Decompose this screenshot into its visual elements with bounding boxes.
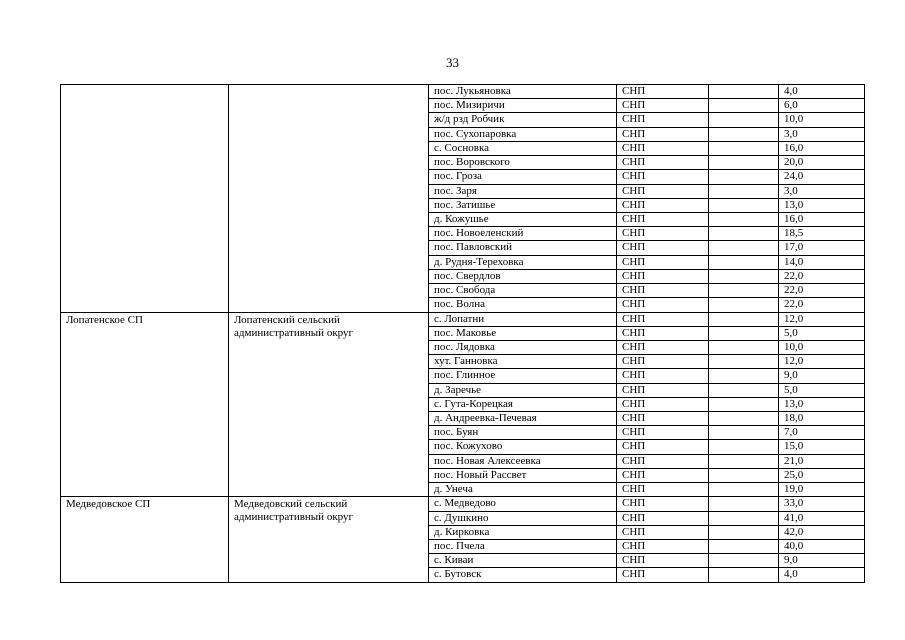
empty-cell [709,412,779,426]
type-cell: СНП [617,340,709,354]
place-cell: пос. Затишье [429,198,617,212]
district-cell: Лопатенский сельский административный округ [229,312,429,497]
empty-cell [709,568,779,582]
value-cell: 9,0 [779,554,865,568]
type-cell: СНП [617,184,709,198]
empty-cell [709,468,779,482]
type-cell: СНП [617,412,709,426]
place-cell: с. Сосновка [429,141,617,155]
type-cell: СНП [617,227,709,241]
type-cell: СНП [617,113,709,127]
type-cell: СНП [617,241,709,255]
empty-cell [709,269,779,283]
empty-cell [709,355,779,369]
value-cell: 41,0 [779,511,865,525]
empty-cell [709,397,779,411]
type-cell: СНП [617,269,709,283]
empty-cell [709,497,779,511]
type-cell: СНП [617,497,709,511]
empty-cell [709,99,779,113]
empty-cell [709,156,779,170]
type-cell: СНП [617,127,709,141]
empty-cell [709,170,779,184]
empty-cell [709,284,779,298]
place-cell: пос. Волна [429,298,617,312]
value-cell: 16,0 [779,212,865,226]
place-cell: пос. Новая Алексеевка [429,454,617,468]
type-cell: СНП [617,483,709,497]
type-cell: СНП [617,554,709,568]
empty-cell [709,440,779,454]
type-cell: СНП [617,525,709,539]
place-cell: пос. Маковье [429,326,617,340]
value-cell: 6,0 [779,99,865,113]
place-cell: пос. Заря [429,184,617,198]
place-cell: с. Гута-Корецкая [429,397,617,411]
empty-cell [709,525,779,539]
empty-cell [709,198,779,212]
place-cell: пос. Мизиричи [429,99,617,113]
type-cell: СНП [617,326,709,340]
table-body [61,85,865,583]
empty-cell [709,483,779,497]
value-cell: 22,0 [779,269,865,283]
place-cell: пос. Павловский [429,241,617,255]
type-cell: СНП [617,255,709,269]
place-cell: пос. Свобода [429,284,617,298]
place-cell: д. Унеча [429,483,617,497]
value-cell: 16,0 [779,141,865,155]
place-cell: пос. Свердлов [429,269,617,283]
empty-cell [709,85,779,99]
settlement-council-cell: Лопатенское СП [61,312,229,497]
empty-cell [709,540,779,554]
empty-cell [709,383,779,397]
place-cell: с. Киваи [429,554,617,568]
place-cell: пос. Буян [429,426,617,440]
place-cell: пос. Новоеленский [429,227,617,241]
settlement-council-cell [61,85,229,313]
type-cell: СНП [617,383,709,397]
value-cell: 12,0 [779,312,865,326]
empty-cell [709,554,779,568]
type-cell: СНП [617,141,709,155]
empty-cell [709,127,779,141]
value-cell: 10,0 [779,340,865,354]
district-cell [229,85,429,313]
type-cell: СНП [617,454,709,468]
type-cell: СНП [617,99,709,113]
place-cell: д. Рудня-Тереховка [429,255,617,269]
place-cell: д. Андреевка-Печевая [429,412,617,426]
place-cell: с. Душкино [429,511,617,525]
value-cell: 5,0 [779,326,865,340]
value-cell: 4,0 [779,85,865,99]
type-cell: СНП [617,212,709,226]
value-cell: 14,0 [779,255,865,269]
type-cell: СНП [617,440,709,454]
value-cell: 3,0 [779,127,865,141]
place-cell: пос. Глинное [429,369,617,383]
empty-cell [709,326,779,340]
type-cell: СНП [617,540,709,554]
settlements-table [60,84,865,583]
value-cell: 24,0 [779,170,865,184]
value-cell: 5,0 [779,383,865,397]
type-cell: СНП [617,511,709,525]
type-cell: СНП [617,568,709,582]
value-cell: 17,0 [779,241,865,255]
type-cell: СНП [617,426,709,440]
value-cell: 12,0 [779,355,865,369]
type-cell: СНП [617,198,709,212]
value-cell: 3,0 [779,184,865,198]
type-cell: СНП [617,298,709,312]
value-cell: 33,0 [779,497,865,511]
value-cell: 15,0 [779,440,865,454]
place-cell: д. Кожушье [429,212,617,226]
place-cell: ж/д рзд Робчик [429,113,617,127]
value-cell: 42,0 [779,525,865,539]
value-cell: 13,0 [779,397,865,411]
type-cell: СНП [617,156,709,170]
place-cell: с. Бутовск [429,568,617,582]
value-cell: 21,0 [779,454,865,468]
value-cell: 18,0 [779,412,865,426]
type-cell: СНП [617,85,709,99]
value-cell: 18,5 [779,227,865,241]
value-cell: 13,0 [779,198,865,212]
value-cell: 9,0 [779,369,865,383]
type-cell: СНП [617,170,709,184]
value-cell: 22,0 [779,298,865,312]
type-cell: СНП [617,355,709,369]
district-cell: Медведовский сельский административный округ [229,497,429,582]
place-cell: хут. Ганновка [429,355,617,369]
place-cell: д. Кирковка [429,525,617,539]
type-cell: СНП [617,397,709,411]
place-cell: с. Лопатни [429,312,617,326]
place-cell: пос. Лукьяновка [429,85,617,99]
table-row [61,497,865,511]
value-cell: 10,0 [779,113,865,127]
place-cell: пос. Пчела [429,540,617,554]
value-cell: 22,0 [779,284,865,298]
place-cell: с. Медведово [429,497,617,511]
empty-cell [709,227,779,241]
value-cell: 19,0 [779,483,865,497]
empty-cell [709,340,779,354]
empty-cell [709,369,779,383]
value-cell: 7,0 [779,426,865,440]
value-cell: 25,0 [779,468,865,482]
place-cell: пос. Гроза [429,170,617,184]
value-cell: 4,0 [779,568,865,582]
empty-cell [709,255,779,269]
empty-cell [709,511,779,525]
type-cell: СНП [617,312,709,326]
empty-cell [709,312,779,326]
place-cell: пос. Сухопаровка [429,127,617,141]
settlement-council-cell: Медведовское СП [61,497,229,582]
table-row [61,312,865,326]
empty-cell [709,298,779,312]
place-cell: пос. Лядовка [429,340,617,354]
place-cell: д. Заречье [429,383,617,397]
type-cell: СНП [617,284,709,298]
empty-cell [709,184,779,198]
empty-cell [709,241,779,255]
value-cell: 40,0 [779,540,865,554]
table-row [61,85,865,99]
empty-cell [709,113,779,127]
place-cell: пос. Кожухово [429,440,617,454]
value-cell: 20,0 [779,156,865,170]
empty-cell [709,454,779,468]
empty-cell [709,141,779,155]
empty-cell [709,212,779,226]
empty-cell [709,426,779,440]
type-cell: СНП [617,468,709,482]
page-number: 33 [446,55,459,70]
place-cell: пос. Новый Рассвет [429,468,617,482]
type-cell: СНП [617,369,709,383]
place-cell: пос. Воровского [429,156,617,170]
